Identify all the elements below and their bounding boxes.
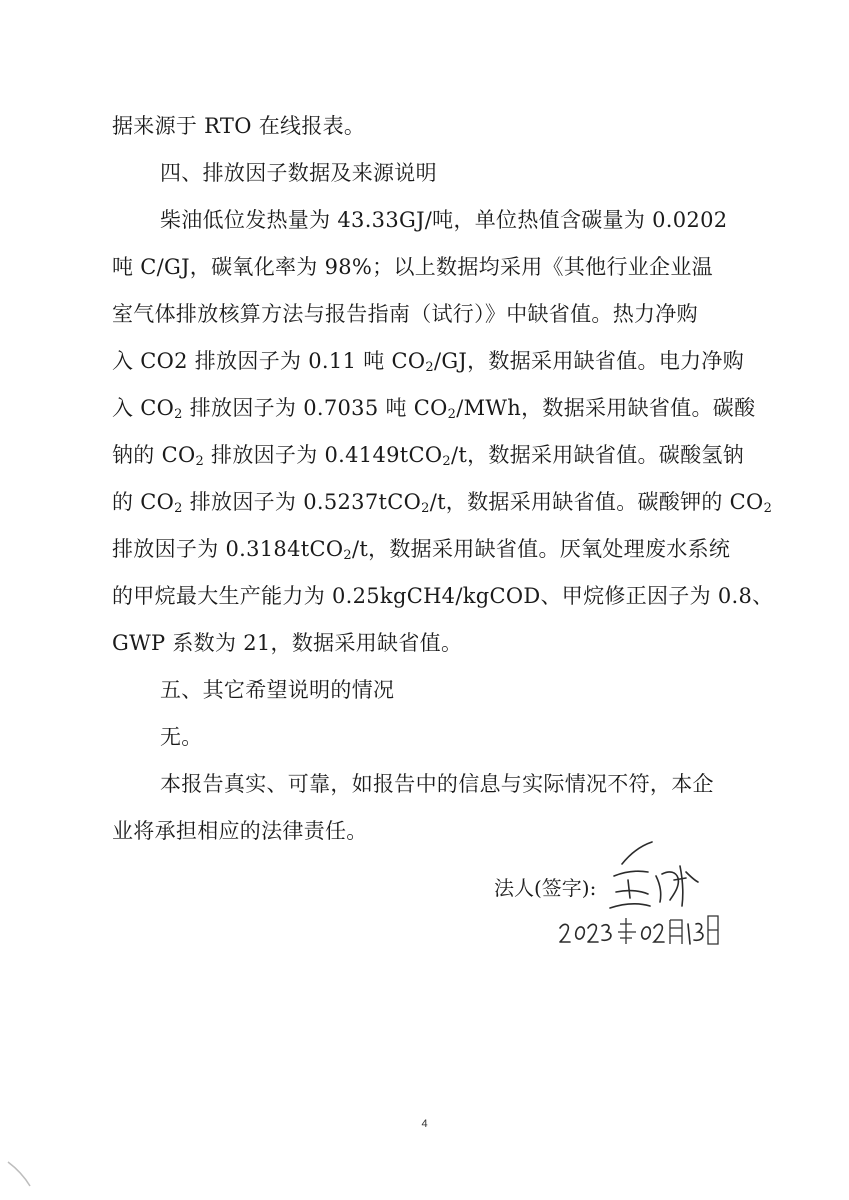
text-line: GWP 系数为 21，数据采用缺省值。	[112, 631, 463, 655]
text-line: 入 CO2 排放因子为 0.11 吨 $CO_2/GJ$，数据采用缺省值。电力净购	[112, 349, 745, 375]
scan-edge-mark	[6, 1158, 36, 1188]
page-number: 4	[421, 1118, 428, 1130]
text-line: 吨 C/GJ，碳氧化率为 98%；以上数据均采用《其他行业企业温	[112, 255, 713, 279]
declaration-line: 本报告真实、可靠，如报告中的信息与实际情况不符，本企	[160, 772, 714, 796]
text-line: 据来源于 RTO 在线报表。	[112, 114, 366, 138]
handwritten-signature	[600, 836, 710, 916]
text-line: 室气体排放核算方法与报告指南（试行）》中缺省值。热力净购	[112, 302, 698, 326]
section-heading-5: 五、其它希望说明的情况	[160, 678, 395, 702]
text-line: 柴油低位发热量为 43.33GJ/吨，单位热值含碳量为 0.0202	[160, 208, 728, 232]
text-line: 钠的 $CO_2$ 排放因子为 0.4149tCO$_2$/t，数据采用缺省值。碳酸氢钠	[112, 443, 744, 469]
text-line: 入 $CO_2$ 排放因子为 0.7035 吨 $CO_2$/MWh，数据采用缺省值。碳酸	[112, 396, 756, 422]
text-line: 的 $CO_2$ 排放因子为 0.5237tCO$_2$/t，数据采用缺省值。碳酸钾的 $CO_2$	[112, 490, 773, 516]
text-line: 排放因子为 0.3184tCO$_2$/t，数据采用缺省值。厌氧处理废水系统	[112, 537, 731, 563]
signature-label: 法人(签字):	[494, 876, 597, 900]
text-line: 的甲烷最大生产能力为 0.25kgCH4/kgCOD、甲烷修正因子为 0.8、	[112, 584, 774, 608]
declaration-line: 业将承担相应的法律责任。	[112, 819, 368, 843]
text-line: 无。	[160, 725, 203, 749]
section-heading-4: 四、排放因子数据及来源说明	[160, 161, 437, 185]
